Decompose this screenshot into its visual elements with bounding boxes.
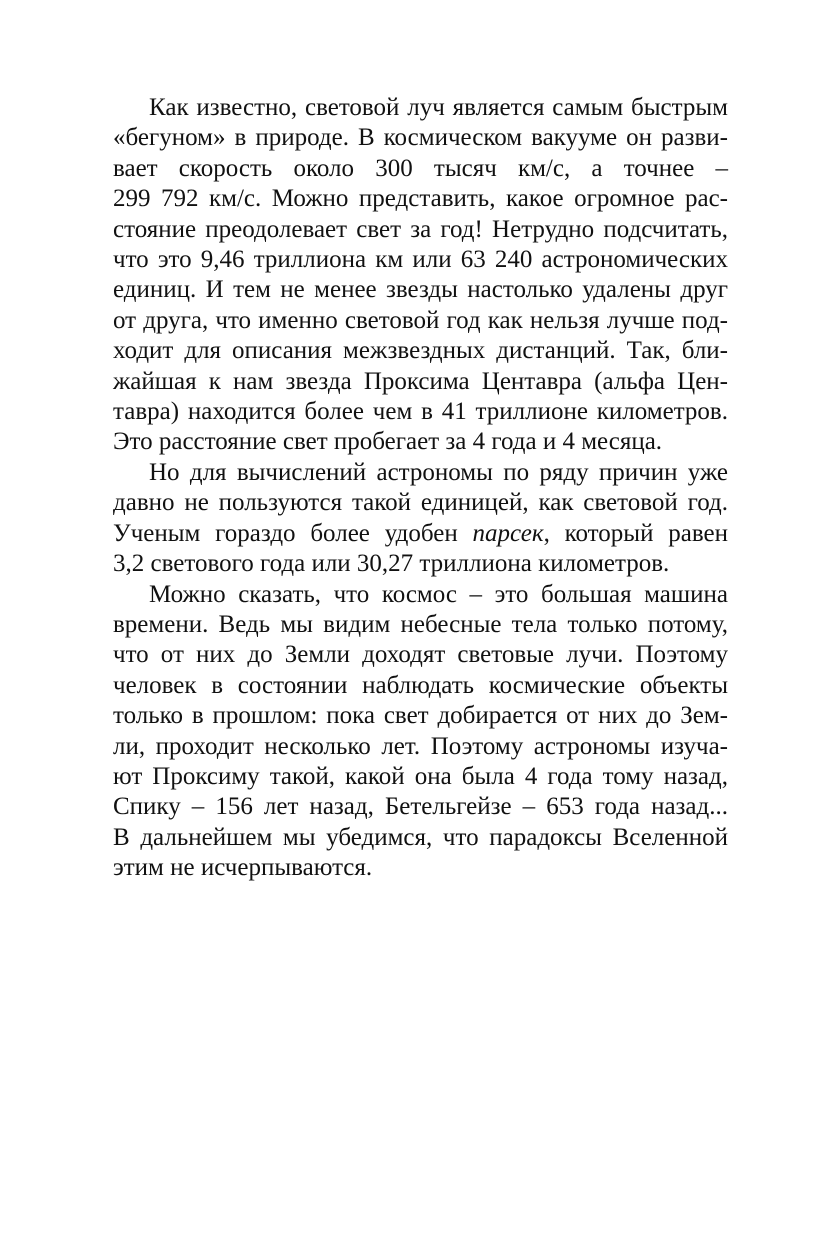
text-line: что это 9,46 триллиона км или 63 240 астрономических: [113, 246, 728, 274]
paragraph-light-year: [113, 93, 728, 458]
text-line: Спику – 156 лет назад, Бетельгейзе – 653 года назад...: [113, 793, 728, 821]
text-fragment: Ученым гораздо более удобен: [113, 519, 473, 547]
text-line: Это расстояние свет пробегает за 4 года и 4 месяца.: [113, 428, 663, 456]
text-line: этим не исчерпываются.: [113, 854, 373, 882]
text-line: только в прошлом: пока свет добирается от них до Зем-: [113, 702, 728, 730]
text-fragment: , который равен: [543, 519, 728, 547]
paragraph-time-machine: [113, 580, 728, 884]
text-line: времени. Ведь мы видим небесные тела только потому,: [113, 610, 728, 638]
text-line: тавра) находится более чем в 41 триллионе километров.: [113, 398, 728, 426]
text-line: единиц. И тем не менее звезды настолько удалены друг: [113, 276, 728, 304]
text-line: [113, 519, 728, 549]
text-line: 299 792 км/с. Можно представить, какое огромное рас-: [113, 185, 728, 213]
text-line: «бегуном» в природе. В космическом вакууме он разви-: [113, 124, 728, 152]
text-line: Как известно, световой луч является самым быстрым: [149, 94, 728, 121]
text-line: ходит для описания межзвездных дистанций. Так, бли-: [113, 337, 728, 365]
text-line: Можно сказать, что космос – это большая машина: [149, 580, 728, 608]
text-line: жайшая к нам звезда Проксима Центавра (альфа Цен-: [113, 367, 728, 395]
text-line: от друга, что именно световой год как нельзя лучше под-: [113, 306, 728, 334]
text-line: Но для вычислений астрономы по ряду причин уже: [149, 458, 728, 486]
term-parsec: парсек: [472, 519, 544, 547]
page-body: [113, 93, 728, 884]
text-line: В дальнейшем мы убедимся, что парадоксы Вселенной: [113, 823, 728, 851]
text-line: вает скорость около 300 тысяч км/с, а точнее –: [113, 154, 728, 182]
text-line: ют Проксиму такой, какой она была 4 года тому назад,: [113, 762, 728, 790]
text-line: стояние преодолевает свет за год! Нетрудно подсчитать,: [113, 215, 728, 243]
text-line: ли, проходит несколько лет. Поэтому астрономы изуча-: [113, 732, 728, 760]
paragraph-parsec: [113, 458, 728, 580]
text-line: давно не пользуются такой единицей, как световой год.: [113, 489, 728, 517]
text-line: что от них до Земли доходят световые лучи. Поэтому: [113, 641, 728, 669]
text-line: человек в состоянии наблюдать космические объекты: [113, 671, 728, 699]
text-line: 3,2 светового года или 30,27 триллиона километров.: [113, 550, 670, 578]
